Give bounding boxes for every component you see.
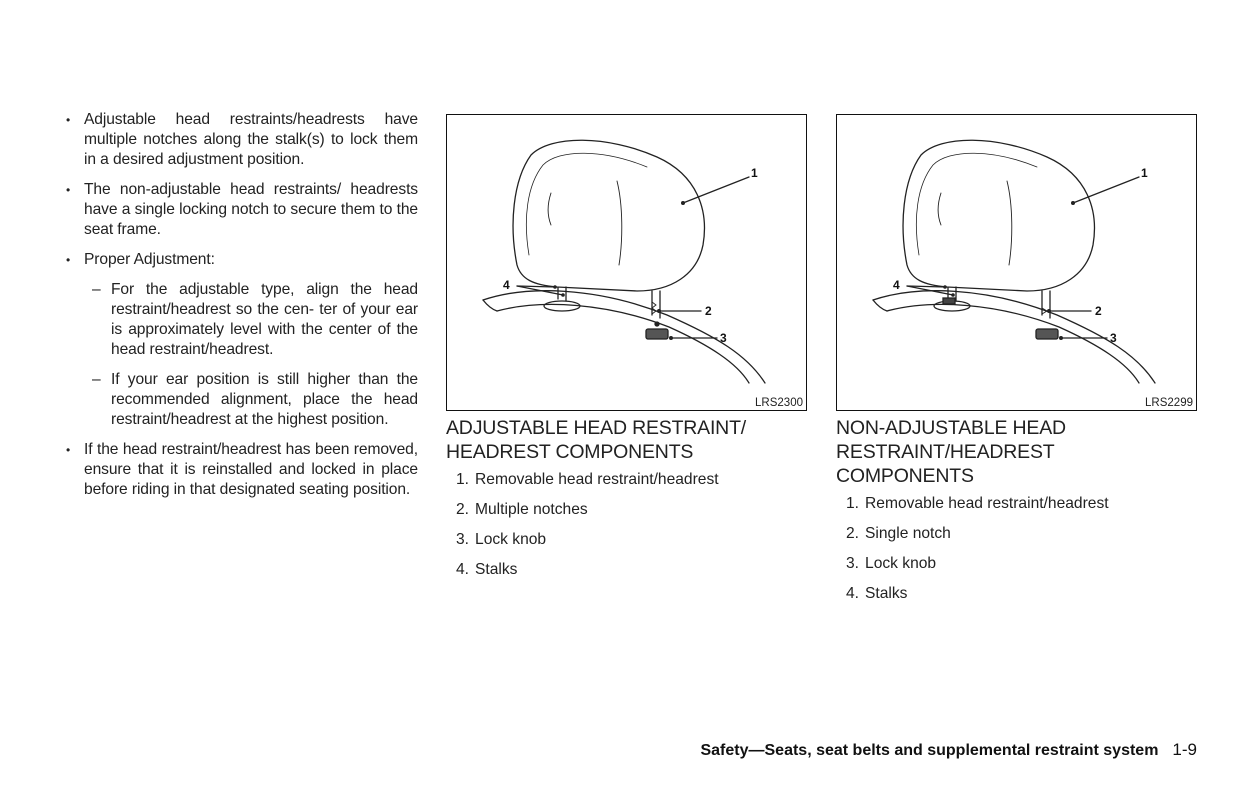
adjustable-headrest-illustration (447, 115, 805, 409)
figure-caption: ADJUSTABLE HEAD RESTRAINT/ HEADREST COMPONENTS (446, 417, 746, 463)
callout-3: 3 (720, 331, 727, 345)
callout-2: 2 (705, 304, 712, 318)
callout-2: 2 (1095, 304, 1102, 318)
list-item: 1. Removable head restraint/headrest (456, 471, 719, 488)
caption-block-non-adjustable (836, 416, 1197, 614)
component-list (446, 470, 807, 580)
list-item: 2. Multiple notches (456, 501, 588, 518)
list-item: 3. Lock knob (846, 555, 937, 572)
callout-4: 4 (893, 278, 900, 292)
figure-caption: NON-ADJUSTABLE HEAD RESTRAINT/HEADREST COMPONENTS (836, 417, 1066, 487)
bullet-adjustable: • Adjustable head restraints/headrests have multiple notches along the stalk(s) to lock them in a desired adjustment position. (66, 110, 418, 170)
bullet-proper-adjustment (66, 250, 418, 430)
list-item: 1. Removable head restraint/headrest (846, 495, 1109, 512)
section-title: Safety—Seats, seat belts and supplemental restraint system (700, 742, 1159, 759)
body-text-column (66, 110, 418, 510)
bullet-non-adjustable: • The non-adjustable head restraints/ headrests have a single locking notch to secure them to the seat frame. (66, 180, 418, 240)
subitem-align: – For the adjustable type, align the head restraint/headrest so the cen- ter of your ear is approximately level with the center of the head restraint/headrest. (92, 280, 418, 360)
figure-non-adjustable-headrest (836, 114, 1197, 411)
proper-adjustment-label: Proper Adjustment: (84, 251, 215, 268)
component-list (836, 494, 1197, 604)
list-item: 4. Stalks (846, 585, 908, 602)
list-item: 4. Stalks (456, 561, 518, 578)
figure-code: LRS2300 (755, 397, 803, 409)
bullet-list (66, 110, 418, 500)
callout-1: 1 (1141, 166, 1148, 180)
page-footer (700, 740, 1197, 760)
subitem-highest: – If your ear position is still higher than the recommended alignment, place the head restraint/headrest at the highest position. (92, 370, 418, 430)
callout-3: 3 (1110, 331, 1117, 345)
caption-block-adjustable (446, 416, 807, 590)
callout-4: 4 (503, 278, 510, 292)
page-number: 1-9 (1172, 740, 1197, 759)
figure-code: LRS2299 (1145, 397, 1193, 409)
figure-adjustable-headrest (446, 114, 807, 411)
list-item: 3. Lock knob (456, 531, 547, 548)
bullet-reinstall: • If the head restraint/headrest has been removed, ensure that it is reinstalled and locked in place before riding in that designated seating position. (66, 440, 418, 500)
adjustment-sublist (92, 280, 418, 430)
callout-1: 1 (751, 166, 758, 180)
list-item: 2. Single notch (846, 525, 951, 542)
non-adjustable-headrest-illustration (837, 115, 1195, 409)
